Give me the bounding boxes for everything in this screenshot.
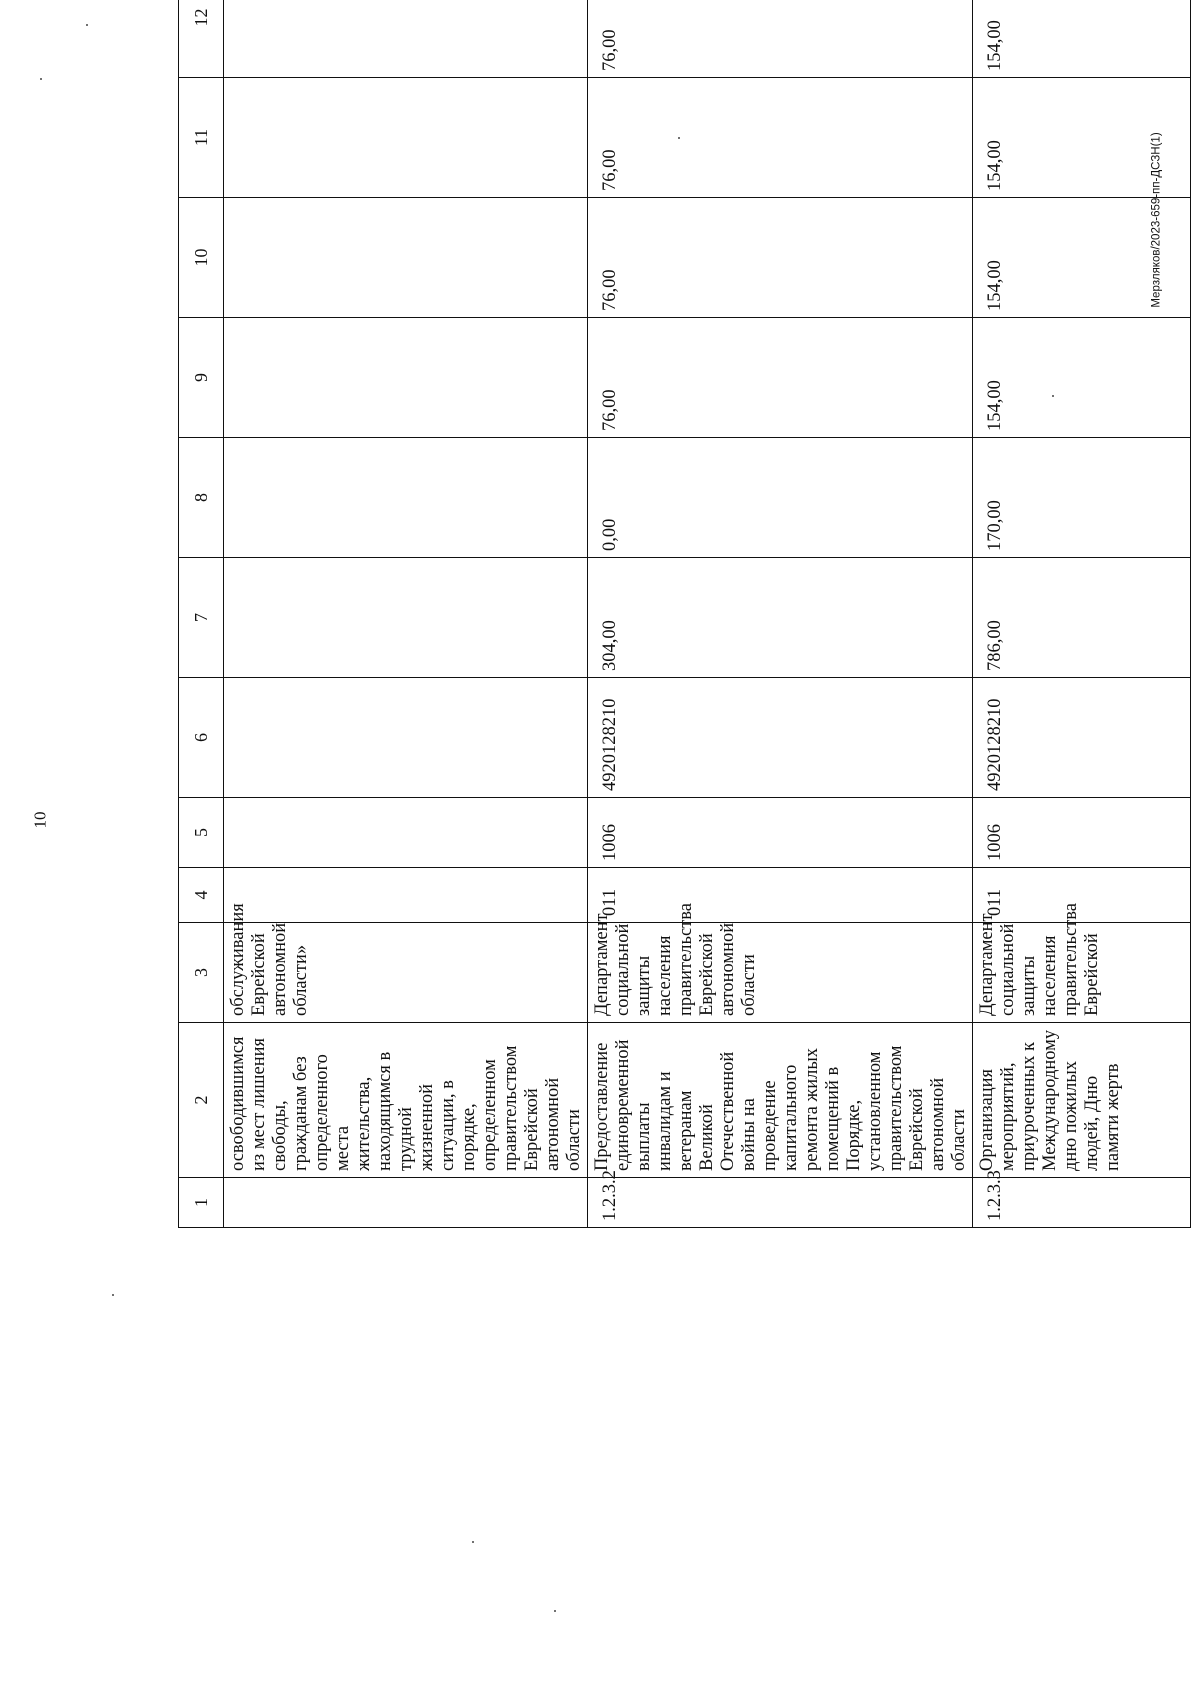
- responsible-executor: Департамент социальной защиты населения правительства Еврейской: [973, 923, 1191, 1023]
- column-header: 4: [179, 868, 224, 923]
- rotated-table: [178, 8, 1123, 1228]
- column-header: 12: [179, 0, 224, 78]
- section-code: 1006: [973, 798, 1191, 868]
- grbs-code: [224, 868, 588, 923]
- responsible-executor: Департамент социальной защиты населения правительства Еврейской автономной области: [588, 923, 973, 1023]
- row-number: [224, 1178, 588, 1228]
- header-row: [179, 0, 224, 1228]
- amount-year: 76,00: [588, 198, 973, 318]
- target-article-code: 4920128210: [588, 678, 973, 798]
- column-header: 11: [179, 78, 224, 198]
- event-name: Предоставление единовременной выплаты инвалидам и ветеранам Великой Отечественной войны на проведение капитального ремонта жилых помещений в Порядке, установленном правительством Еврейской автономной области: [588, 1023, 973, 1178]
- column-header: 5: [179, 798, 224, 868]
- amount-year: 76,00: [588, 318, 973, 438]
- amount-total: [224, 558, 588, 678]
- amount-year: 154,00: [973, 318, 1191, 438]
- column-header: 3: [179, 923, 224, 1023]
- target-article-code: [224, 678, 588, 798]
- column-header: 8: [179, 438, 224, 558]
- scan-speck: [554, 1610, 556, 1612]
- column-header: 10: [179, 198, 224, 318]
- document-id: Мерзляков/2023-659-пп-ДСЗН(1): [1151, 132, 1164, 308]
- grbs-code: 011: [973, 868, 1191, 923]
- amount-year: 76,00: [588, 0, 973, 78]
- table-row: [973, 0, 1191, 1228]
- amount-year: [224, 78, 588, 198]
- grbs-code: 011: [588, 868, 973, 923]
- responsible-executor: обслуживания Еврейской автономной области»: [224, 923, 588, 1023]
- amount-year: 170,00: [973, 438, 1191, 558]
- amount-year: 76,00: [588, 78, 973, 198]
- scan-speck: [40, 78, 42, 80]
- amount-total: 786,00: [973, 558, 1191, 678]
- column-header: 6: [179, 678, 224, 798]
- table-container: [178, 8, 1123, 1228]
- amount-year: [224, 0, 588, 78]
- section-code: 1006: [588, 798, 973, 868]
- amount-total: 304,00: [588, 558, 973, 678]
- column-header: 1: [179, 1178, 224, 1228]
- section-code: [224, 798, 588, 868]
- amount-year: 154,00: [973, 0, 1191, 78]
- scan-speck: [472, 1541, 474, 1543]
- scan-speck: [678, 137, 680, 139]
- event-name: Организация мероприятий, приуроченных к Международному дню пожилых людей, Дню памяти жертв: [973, 1023, 1191, 1178]
- amount-year: [224, 318, 588, 438]
- scan-speck: [86, 24, 88, 26]
- column-header: 7: [179, 558, 224, 678]
- row-number: 1.2.3.2: [588, 1178, 973, 1228]
- budget-table: [178, 0, 1191, 1228]
- scan-speck: [112, 1294, 114, 1296]
- event-name: освободившимся из мест лишения свободы, гражданам без определенного места жительства, находящимся в трудной жизненной ситуации, в порядке, определенном правительством Еврейской автономной области: [224, 1023, 588, 1178]
- table-row: [224, 0, 588, 1228]
- amount-year: [224, 438, 588, 558]
- amount-year: 154,00: [973, 198, 1191, 318]
- table-row: [588, 0, 973, 1228]
- scan-speck: [1052, 395, 1054, 397]
- amount-year: 0,00: [588, 438, 973, 558]
- page-number: 10: [30, 811, 49, 829]
- target-article-code: 4920128210: [973, 678, 1191, 798]
- amount-year: [224, 198, 588, 318]
- amount-year: 154,00: [973, 78, 1191, 198]
- column-header: 9: [179, 318, 224, 438]
- row-number: 1.2.3.3: [973, 1178, 1191, 1228]
- column-header: 2: [179, 1023, 224, 1178]
